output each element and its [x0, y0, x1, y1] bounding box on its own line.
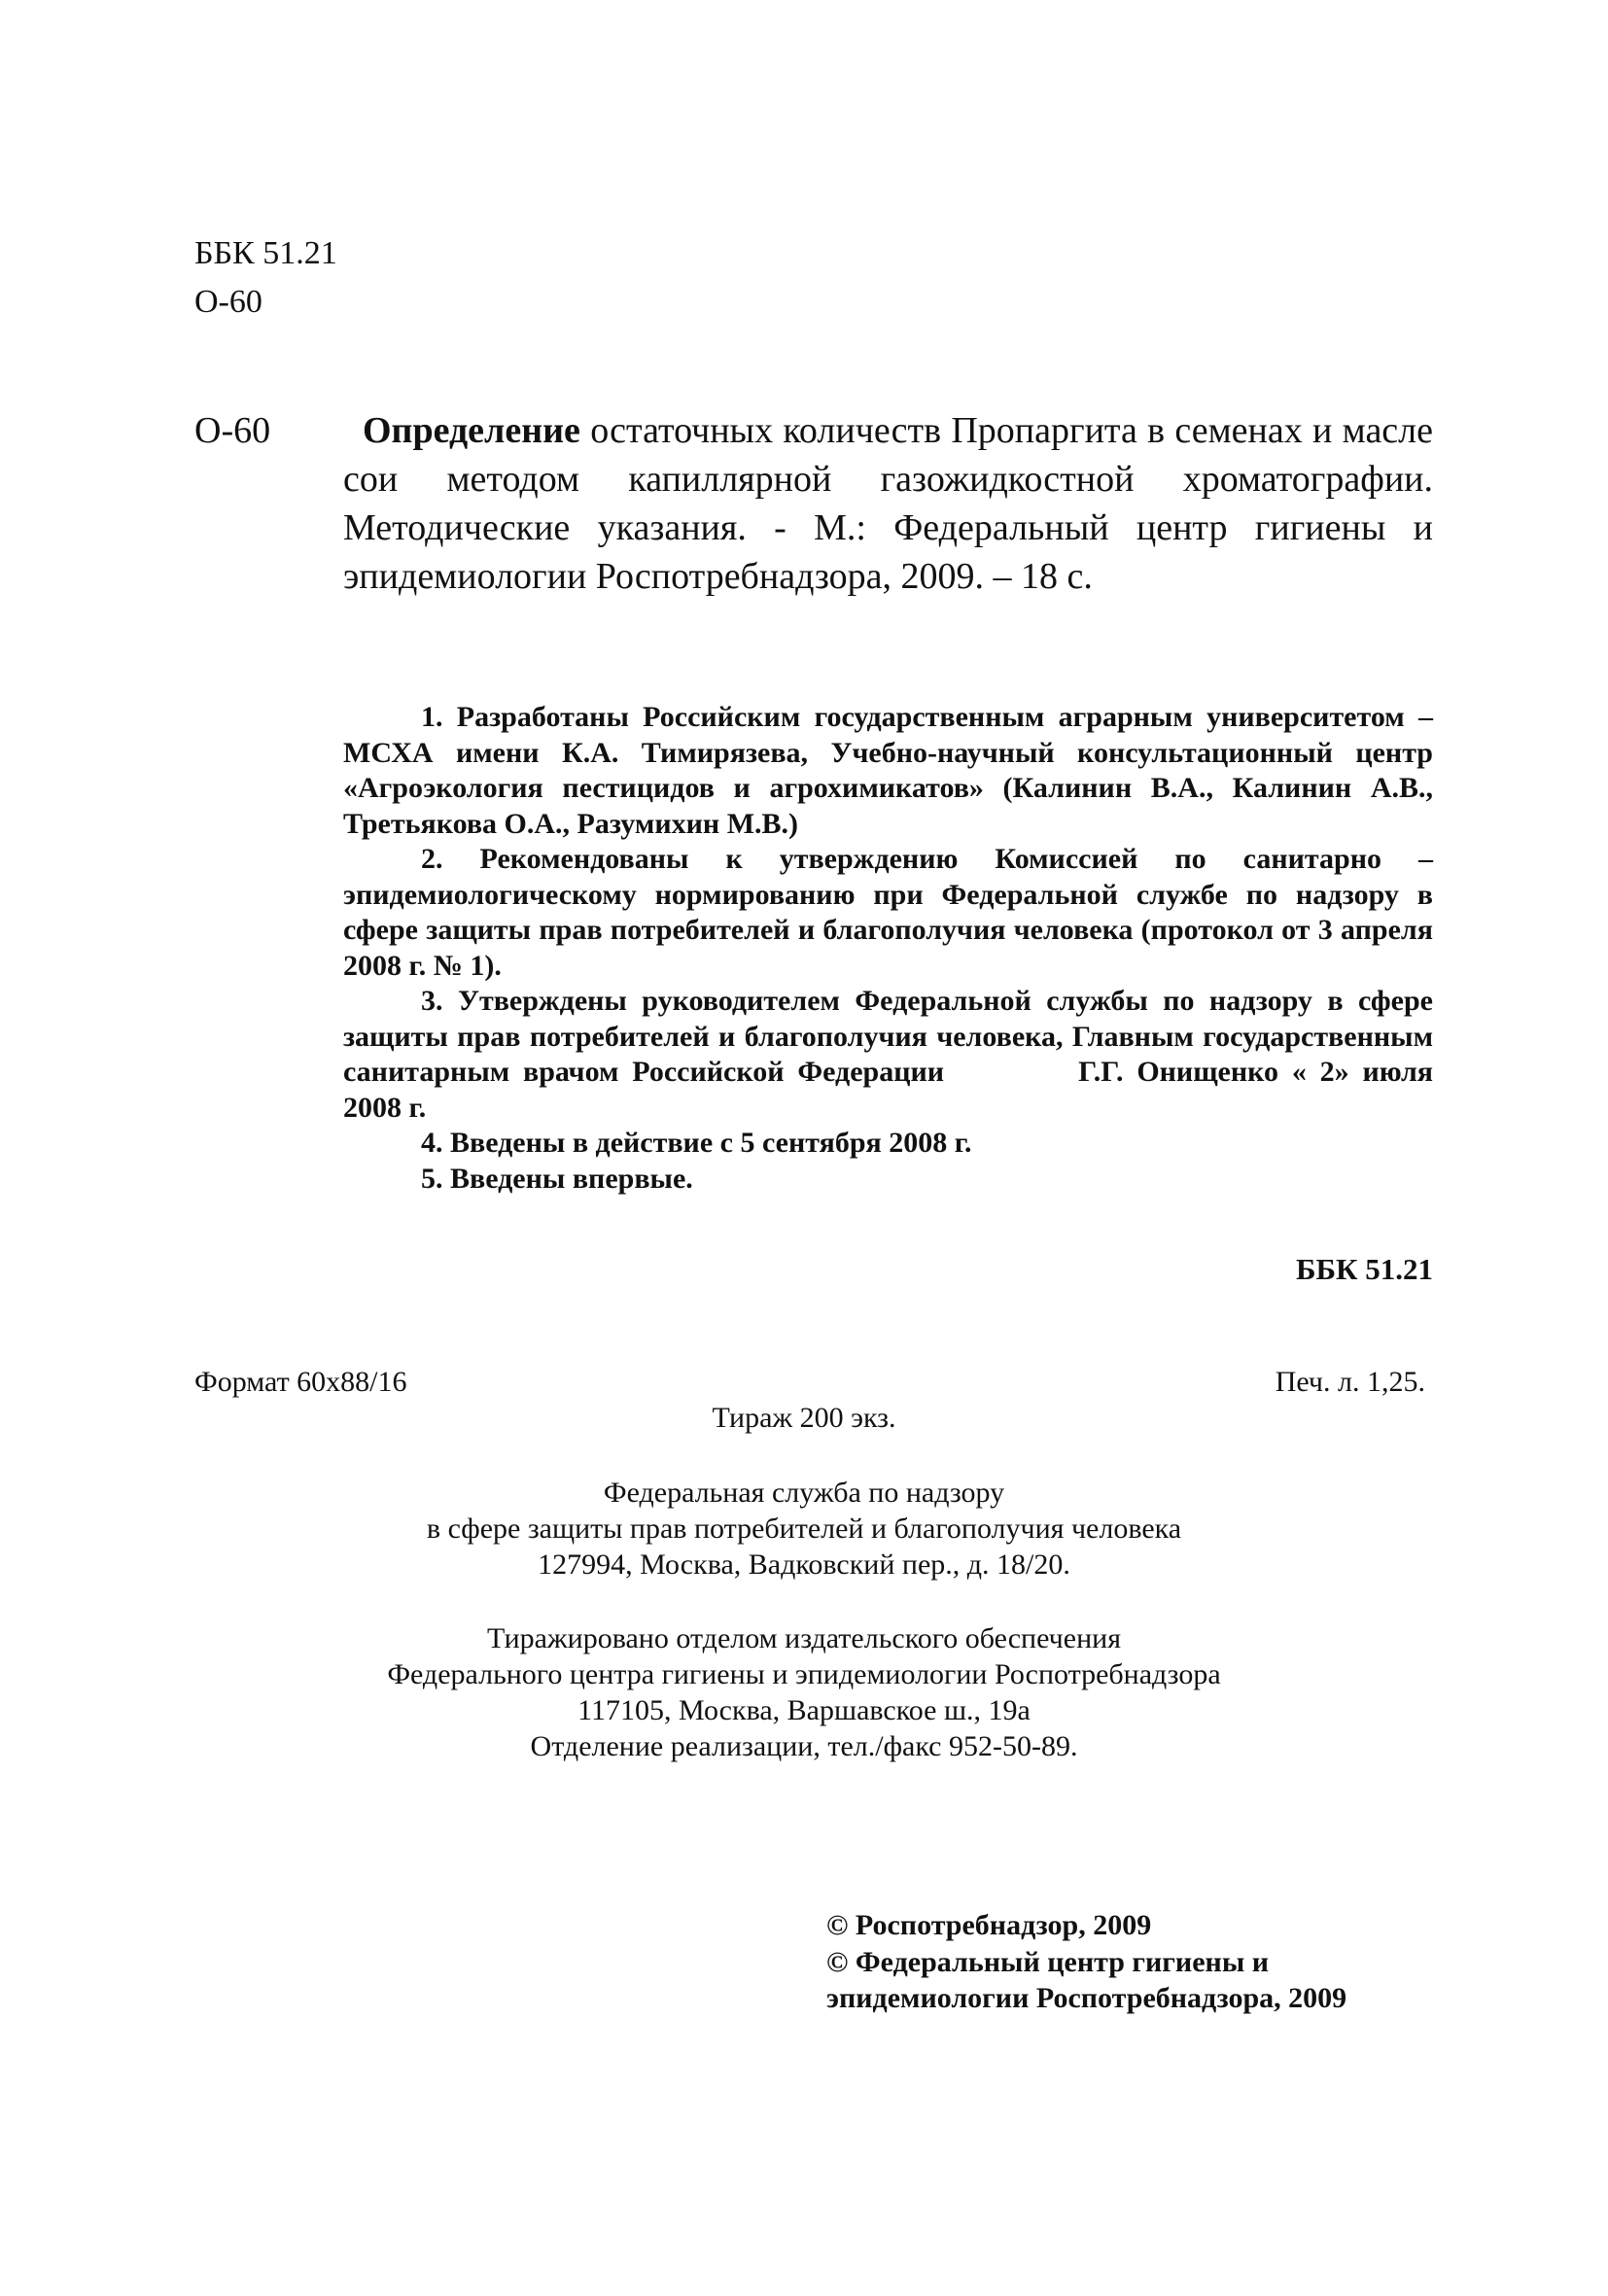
publisher-block	[0, 1475, 1608, 1583]
bbk-header	[194, 229, 337, 327]
publisher-line: в сфере защиты прав потребителей и благополучия человека	[426, 1513, 1182, 1545]
info-item-approved-signature: Г.Г. Онищенко « 2» июля 2008 г.	[343, 1056, 1434, 1124]
copyright-line: © Роспотребнадзор, 2009	[826, 1909, 1152, 1941]
copyright-block	[826, 1907, 1346, 2017]
printer-line: Федерального центра гигиены и эпидемиологии Роспотребнадзора	[387, 1658, 1221, 1690]
copyright-line: эпидемиологии Роспотребнадзора, 2009	[826, 1982, 1347, 2014]
bibliographic-description	[343, 406, 1433, 601]
printer-line: Тиражировано отделом издательского обеспечения	[486, 1622, 1121, 1654]
bbk-footer: ББК 51.21	[1296, 1252, 1433, 1286]
copyright-line: © Федеральный центр гигиены и	[826, 1945, 1270, 1978]
imprint-print-run: Тираж 200 экз.	[712, 1402, 896, 1434]
info-item-effective: 4. Введены в действие с 5 сентября 2008 г.	[421, 1127, 972, 1159]
author-mark: О-60	[194, 284, 262, 320]
entry-title-bold: Определение	[363, 410, 580, 451]
info-item-developed: 1. Разработаны Российским государственным аграрным университетом – МСХА имени К.А. Тимирязева, Учебно-научный консультационный центр «Агроэкология пестицидов и агрохимикатов» (Калинин В.А., Калинин А.В., Третьякова О.А., Разумихин М.В.)	[343, 701, 1433, 840]
publisher-line: Федеральная служба по надзору	[603, 1477, 1005, 1509]
printer-address: 117105, Москва, Варшавское ш., 19а	[577, 1694, 1031, 1726]
printer-block	[0, 1620, 1608, 1764]
imprint-pages: Печ. л. 1,25.	[1275, 1366, 1425, 1398]
entry-code: О-60	[194, 410, 271, 451]
bbk-index: ББК 51.21	[194, 235, 337, 271]
imprint-format: Формат 60х88/16	[194, 1366, 407, 1398]
document-info	[343, 700, 1433, 1197]
printer-contact: Отделение реализации, тел./факс 952-50-89.	[530, 1730, 1078, 1762]
info-item-approved	[343, 984, 1433, 1126]
info-item-approved-text: 3. Утверждены руководителем Федеральной службы по надзору в сфере защиты прав потребителей и благополучия человека, Главным государственным санитарным врачом Российской Федерации	[343, 985, 1433, 1088]
info-item-first: 5. Введены впервые.	[421, 1162, 693, 1195]
entry-title-rest: остаточных количеств Пропаргита в семенах и масле сои методом капиллярной газожидкостной хроматографии. Методические указания. - М.: Федеральный центр гигиены и эпидемиологии Роспотребнадзора, 2009. – 18 с.	[343, 410, 1434, 597]
info-item-recommended: 2. Рекомендованы к утверждению Комиссией по санитарно – эпидемиологическому нормированию при Федеральной службе по надзору в сфере защиты прав потребителей и благополучия человека (протокол от 3 апреля 2008 г. № 1).	[343, 843, 1433, 982]
publisher-address: 127994, Москва, Вадковский пер., д. 18/20.	[538, 1548, 1070, 1581]
